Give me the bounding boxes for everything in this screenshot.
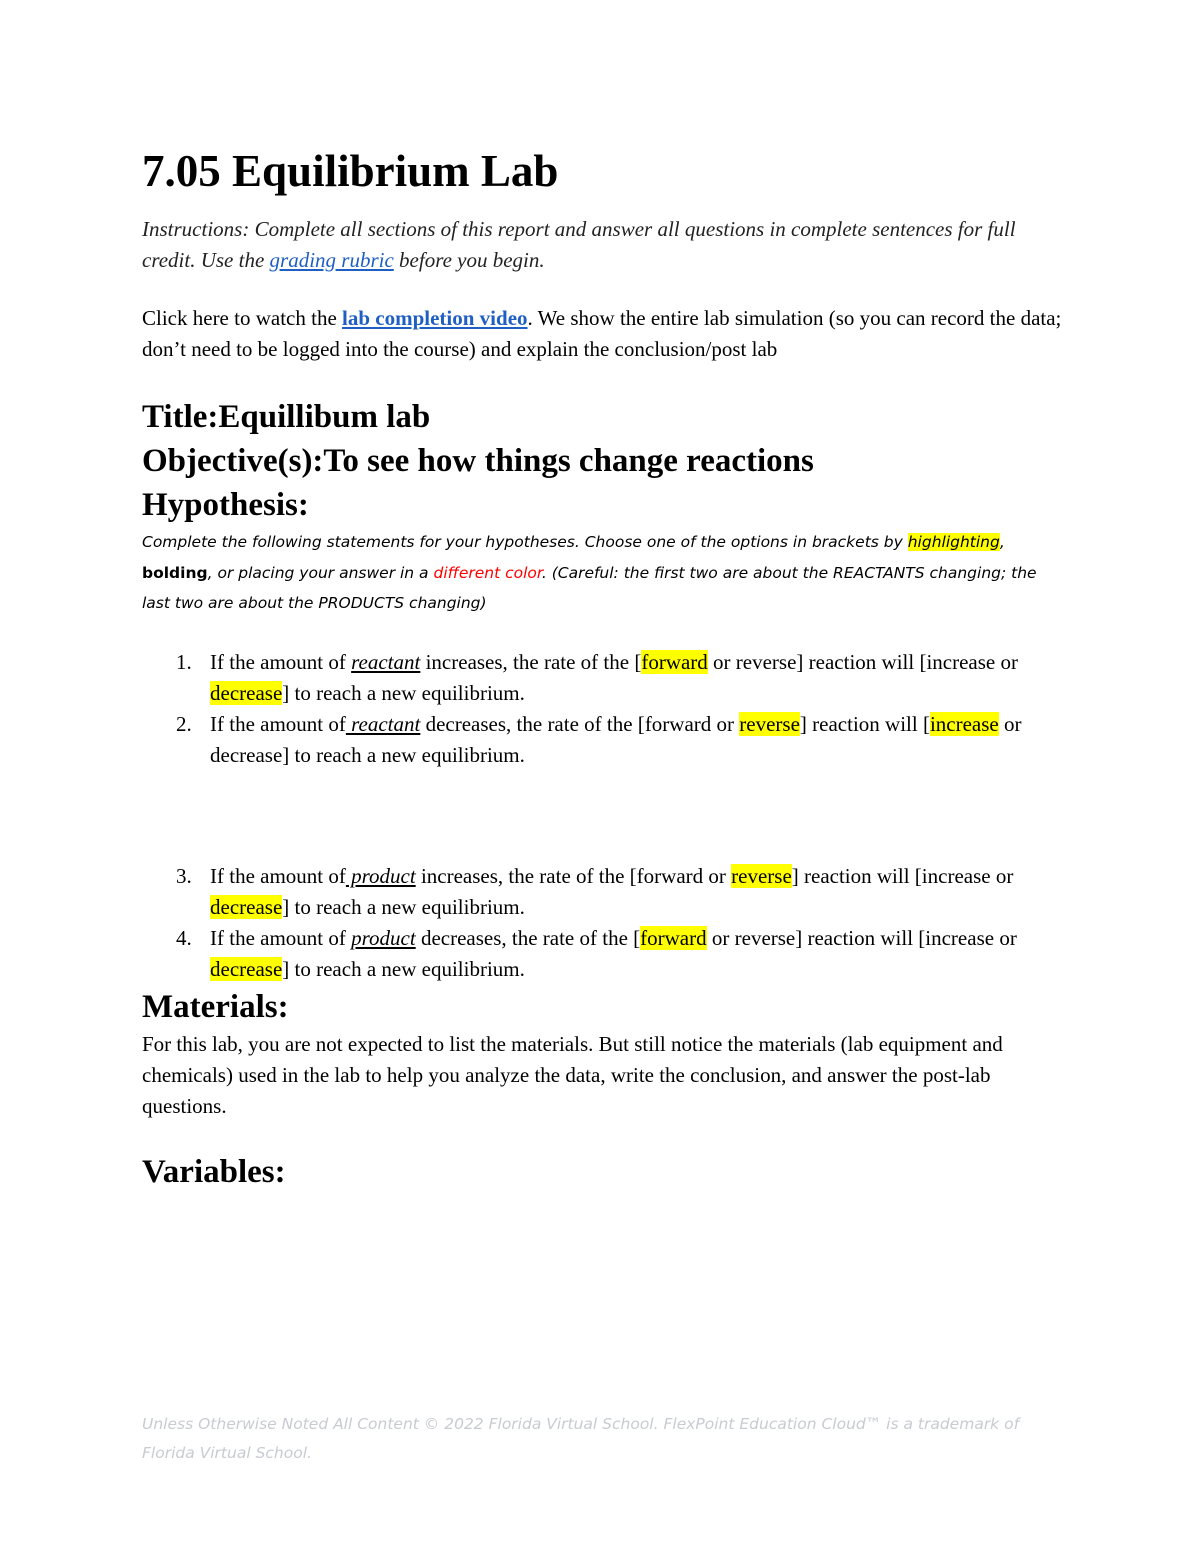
statement-text: If the amount of [210, 925, 352, 950]
hypothesis-note-text-3: . (Careful: the first two are about the REACTANTS changing; the last two are about the PRODUCTS changing) [142, 563, 1037, 612]
hypothesis-instructions [142, 527, 1062, 619]
statement-text: increases, the rate of the [ [420, 649, 642, 674]
statement-text: ] to reach a new equilibrium. [282, 894, 525, 919]
materials-heading: Materials: [142, 988, 289, 1025]
hypothesis-note-text: Complete the following statements for your hypotheses. Choose one of the options in brackets by [142, 533, 908, 551]
statement-text: or [711, 711, 740, 736]
statement-item-3 [142, 861, 1062, 923]
lab-completion-video-link[interactable]: lab completion video [342, 306, 528, 330]
instructions-paragraph [142, 214, 1062, 276]
statement-text: If the amount of [210, 711, 346, 736]
statement-text: increases, the rate of the [ [415, 863, 637, 888]
statement-text: or [990, 863, 1014, 888]
statement-item-2 [142, 709, 1062, 771]
hypothesis-heading: Hypothesis: [142, 487, 309, 523]
statement-item-4 [142, 923, 1062, 985]
option-increase-selected: increase [929, 711, 999, 736]
document-page [142, 140, 1062, 1194]
statement-term: reactant [351, 649, 421, 674]
option-increase: increase [925, 925, 995, 950]
statement-text: decreases, the rate of the [ [415, 925, 641, 950]
option-reverse-selected: reverse [739, 711, 800, 736]
option-forward-selected: forward [640, 925, 707, 950]
statement-text: or [703, 863, 732, 888]
hypothesis-statements [142, 647, 1062, 985]
statement-number: 3. [176, 863, 192, 888]
hypothesis-note-text-2: , or placing your answer in a [207, 563, 434, 582]
option-decrease-selected: decrease [210, 956, 283, 981]
statement-term: reactant [345, 711, 421, 736]
statement-text: ] reaction will [ [795, 925, 926, 950]
option-increase: increase [926, 649, 996, 674]
different-color-example: different color [433, 563, 542, 582]
statement-text: If the amount of [210, 863, 346, 888]
option-decrease-selected: decrease [210, 894, 283, 919]
option-reverse: reverse [735, 649, 797, 674]
statement-text: ] to reach a new equilibrium. [282, 680, 525, 705]
statement-text: If the amount of [210, 649, 352, 674]
statement-number: 4. [176, 925, 192, 950]
option-reverse: reverse [734, 925, 796, 950]
statement-text: or [994, 925, 1017, 950]
statement-text: decreases, the rate of the [ [420, 711, 645, 736]
statement-text: or [707, 649, 736, 674]
statement-text: ] to reach a new equilibrium. [282, 956, 525, 981]
statement-text: ] reaction will [ [791, 863, 922, 888]
copyright-footer: Unless Otherwise Noted All Content © 2022 Florida Virtual School. FlexPoint Education Cloud™ is a trademark of Florida Virtual School. [142, 1415, 1020, 1462]
statement-text: ] to reach a new equilibrium. [282, 742, 525, 767]
option-increase: increase [921, 863, 991, 888]
grading-rubric-link[interactable]: grading rubric [269, 248, 394, 272]
statement-text: ] reaction will [ [799, 711, 930, 736]
intro-paragraph [142, 303, 1062, 365]
blank-spacer [142, 771, 1062, 861]
statement-text: or [706, 925, 735, 950]
materials-paragraph: For this lab, you are not expected to list the materials. But still notice the materials (lab equipment and chemicals) used in the lab to help you analyze the data, write the conclusion, and answer the post-lab questions. [142, 1031, 1003, 1118]
instructions-text: Instructions: Complete all sections of this report and answer all questions in complete sentences for full credit. Use the [142, 217, 1016, 272]
statement-number: 2. [176, 711, 192, 736]
variables-heading: Variables: [142, 1153, 286, 1190]
intro-text: Click here to watch the [142, 306, 343, 330]
statement-text: or [995, 649, 1018, 674]
document-title: 7.05 Equilibrium Lab [142, 146, 559, 196]
option-forward: forward [636, 863, 704, 888]
option-decrease-selected: decrease [210, 680, 283, 705]
hypothesis-note-comma: , [999, 533, 1005, 551]
option-forward-selected: forward [641, 649, 708, 674]
bolding-example: bolding [142, 563, 208, 582]
objective-heading: Objective(s):To see how things change reactions [142, 443, 814, 479]
statement-text: or [998, 711, 1022, 736]
highlighting-example: highlighting [907, 533, 1000, 551]
title-heading: Title:Equillibum lab [142, 399, 431, 435]
option-decrease: decrease [210, 742, 283, 767]
instructions-text-end: before you begin. [393, 248, 545, 272]
statement-text: ] reaction will [ [796, 649, 927, 674]
statement-item-1 [142, 647, 1062, 709]
option-reverse-selected: reverse [731, 863, 792, 888]
statement-term: product [351, 925, 416, 950]
intro-text-end: . We show the entire lab simulation (so you can record the data; don’t need to be logged into the course) and explain the conclusion/post lab [142, 306, 1062, 361]
option-forward: forward [644, 711, 712, 736]
statement-number: 1. [176, 649, 192, 674]
statement-term: product [345, 863, 416, 888]
